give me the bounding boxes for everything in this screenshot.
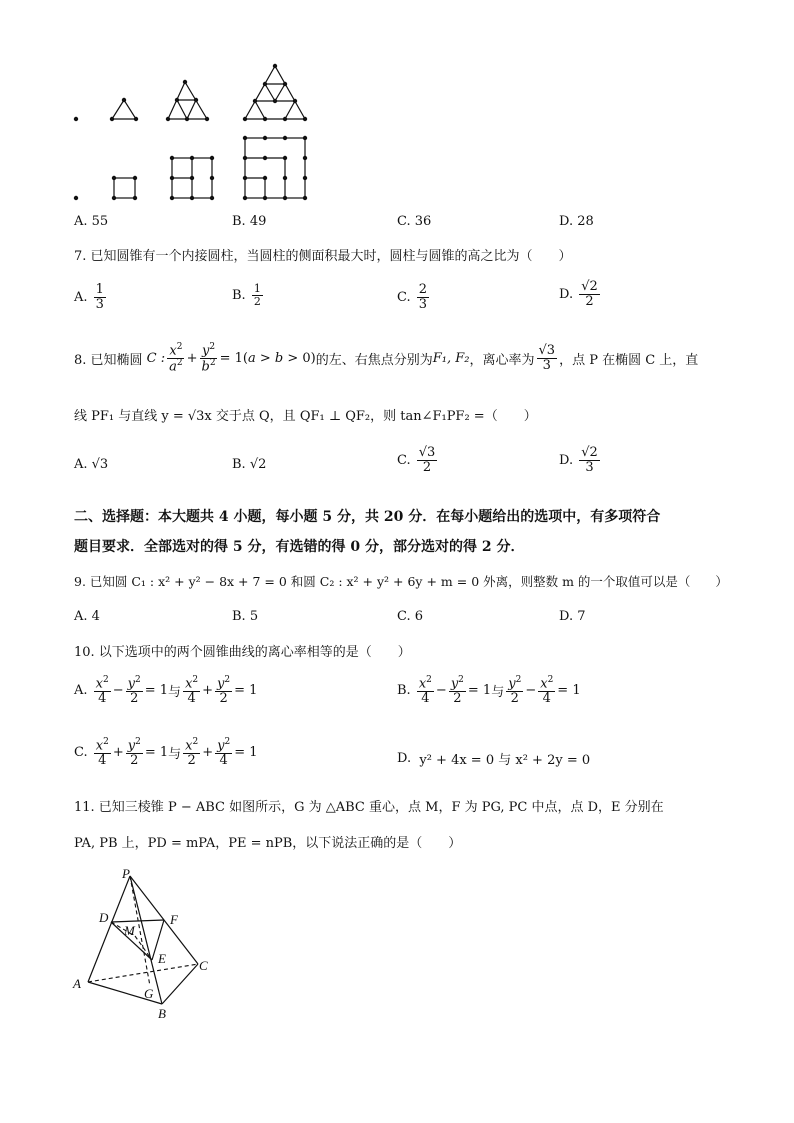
label-G: G [144, 986, 154, 1001]
q6-option-b: B. 49 [232, 214, 267, 229]
q11-stem-line1: 11. 已知三棱锥 P − ABC 如图所示，G 为 △ABC 重心，点 M，F 为 PG, PC 中点，点 D，E 分别在 [74, 800, 664, 815]
q8-option-c: C. $\frac{√3}{2}$ [397, 445, 436, 475]
section-heading-line1: 二、选择题：本大题共 4 小题，每小题 5 分，共 20 分．在每小题给出的选项中，有多项符合 [74, 509, 661, 525]
q8-option-d: D. $\frac{√2}{3}$ [559, 445, 598, 475]
q9-stem: 9. 已知圆 C₁ : x² + y² − 8x + 7 = 0 和圆 C₂ : x² + y² + 6y + m = 0 外离，则整数 m 的一个取值可以是（ ） [74, 574, 728, 589]
q9-option-d: D. 7 [559, 609, 586, 624]
q7-option-c: C. $\frac{2}{3}$ [397, 282, 428, 312]
label-F: F [170, 912, 178, 927]
q9-option-c: C. 6 [397, 609, 424, 624]
dot-pattern-figure [60, 60, 320, 210]
label-E: E [158, 951, 166, 966]
q10-option-d: D. y² + 4x = 0 与 x² + 2y = 0 [397, 751, 591, 768]
q8-option-b: B. √2 [232, 457, 267, 472]
tetrahedron-figure [68, 864, 228, 1024]
label-D: D [99, 910, 109, 925]
section-heading-line2: 题目要求．全部选对的得 5 分，有选错的得 0 分，部分选对的得 2 分． [74, 539, 525, 555]
q11-stem-line2: PA, PB 上，PD = mPA，PE = nPB，以下说法正确的是（ ） [74, 836, 462, 851]
label-A: A [73, 976, 81, 991]
q10-option-c: C. $\frac{x^2}{4}$ + $\frac{y^2}{2}$ = 1 与 $\frac{x^2}{2}$ + $\frac{y^2}{4}$ = 1 [74, 737, 258, 768]
label-B: B [158, 1006, 166, 1021]
q7-option-d: D. $\frac{√2}{2}$ [559, 279, 598, 309]
q7-option-a: A. $\frac{1}{3}$ [74, 282, 104, 312]
q10-option-a: A. $\frac{x^2}{4}$ − $\frac{y^2}{2}$ = 1 与 $\frac{x^2}{4}$ + $\frac{y^2}{2}$ = 1 [74, 675, 258, 706]
q6-option-c: C. 36 [397, 214, 432, 229]
label-P: P [122, 866, 130, 881]
q8-option-a: A. √3 [74, 457, 109, 472]
q10-option-b: B. $\frac{x^2}{4}$ − $\frac{y^2}{2}$ = 1 与 $\frac{y^2}{2}$ − $\frac{x^2}{4}$ = 1 [397, 675, 581, 706]
q7-option-b: B. $\frac{1}{2}$ [232, 282, 261, 308]
q8-stem-line1: 8. 已知椭圆 C : $\frac{x^2}{a^2}$ + $\frac{y^2}{b^2}$ = 1(a > b > 0) 的左、右焦点分别为 F₁, F₂ ，离心率为 $\frac{√3}{3}$ ，点 P 在椭圆 C 上，直 [74, 342, 699, 375]
q9-option-a: A. 4 [74, 609, 100, 624]
q7-stem: 7. 已知圆锥有一个内接圆柱，当圆柱的侧面积最大时，圆柱与圆锥的高之比为（ ） [74, 249, 572, 264]
q9-option-b: B. 5 [232, 609, 259, 624]
q6-option-d: D. 28 [559, 214, 594, 229]
label-C: C [199, 958, 208, 973]
label-M: M [124, 923, 135, 938]
q8-stem-line2: 线 PF₁ 与直线 y = √3x 交于点 Q，且 QF₁ ⊥ QF₂，则 tan∠F₁PF₂ =（ ） [74, 409, 537, 424]
q6-option-a: A. 55 [74, 214, 109, 229]
q10-stem: 10. 以下选项中的两个圆锥曲线的离心率相等的是（ ） [74, 645, 411, 660]
